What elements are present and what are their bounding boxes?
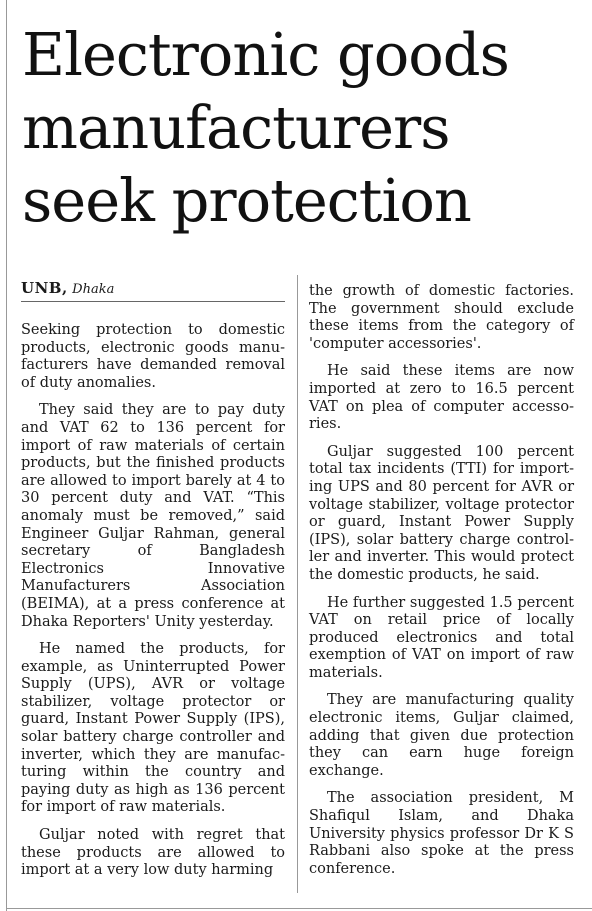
paragraph: the growth of domestic factories. The government should exclude these items from the category of 'computer accessories'.	[309, 283, 574, 352]
article-column-left	[21, 280, 285, 890]
byline	[21, 280, 285, 302]
column-divider	[297, 275, 298, 893]
paragraph: Seeking protection to domestic products, electronic goods manufacturers have demanded removal of duty anomalies.	[21, 322, 285, 391]
headline: Electronic goods manufacturers seek protection	[22, 20, 509, 235]
paragraph: He named the products, for example, as Uninterrupted Power Supply (UPS), AVR or voltage stabilizer, voltage protector or guard, Instant Power Supply (IPS), solar battery charge controller and inverter, which they are manufacturing within the country and paying duty as high as 136 percent for import of raw materials.	[21, 641, 285, 816]
paragraph: He further suggested 1.5 percent VAT on retail price of locally produced electronics and total exemption of VAT on import of raw materials.	[309, 594, 574, 681]
paragraph: Guljar noted with regret that these products are allowed to import at a very low duty harming	[21, 827, 285, 879]
paragraph: They are manufacturing quality electronic items, Guljar claimed, adding that given due protection they can earn huge foreign exchange.	[309, 692, 574, 779]
paragraph: They said they are to pay duty and VAT 62 to 136 percent for import of raw materials of certain products, but the finished products are allowed to import barely at 4 to 30 percent duty and VAT. “This anomaly must be removed,” said Engineer Guljar Rahman, general secretary of Bangladesh Electronics Innovative Manufacturers Association (BEIMA), at a press conference at Dhaka Reporters' Unity yesterday.	[21, 402, 285, 630]
paragraph: Guljar suggested 100 percent total tax incidents (TTI) for importing UPS and 80 percent for AVR or voltage stabilizer, voltage protector or guard, Instant Power Supply (IPS), solar battery charge controller and inverter. This would protect the domestic products, he said.	[309, 443, 574, 583]
page-bottom-rule	[6, 908, 592, 909]
paragraph: The association president, M Shafiqul Islam, and Dhaka University physics professor Dr K S Rabbani also spoke at the press conference.	[309, 790, 574, 877]
page-left-rule	[6, 0, 7, 911]
article-column-right	[309, 283, 574, 888]
byline-agency: UNB,	[21, 279, 68, 297]
paragraph: He said these items are now imported at zero to 16.5 percent VAT on plea of computer accessories.	[309, 363, 574, 433]
byline-place: Dhaka	[72, 282, 115, 297]
